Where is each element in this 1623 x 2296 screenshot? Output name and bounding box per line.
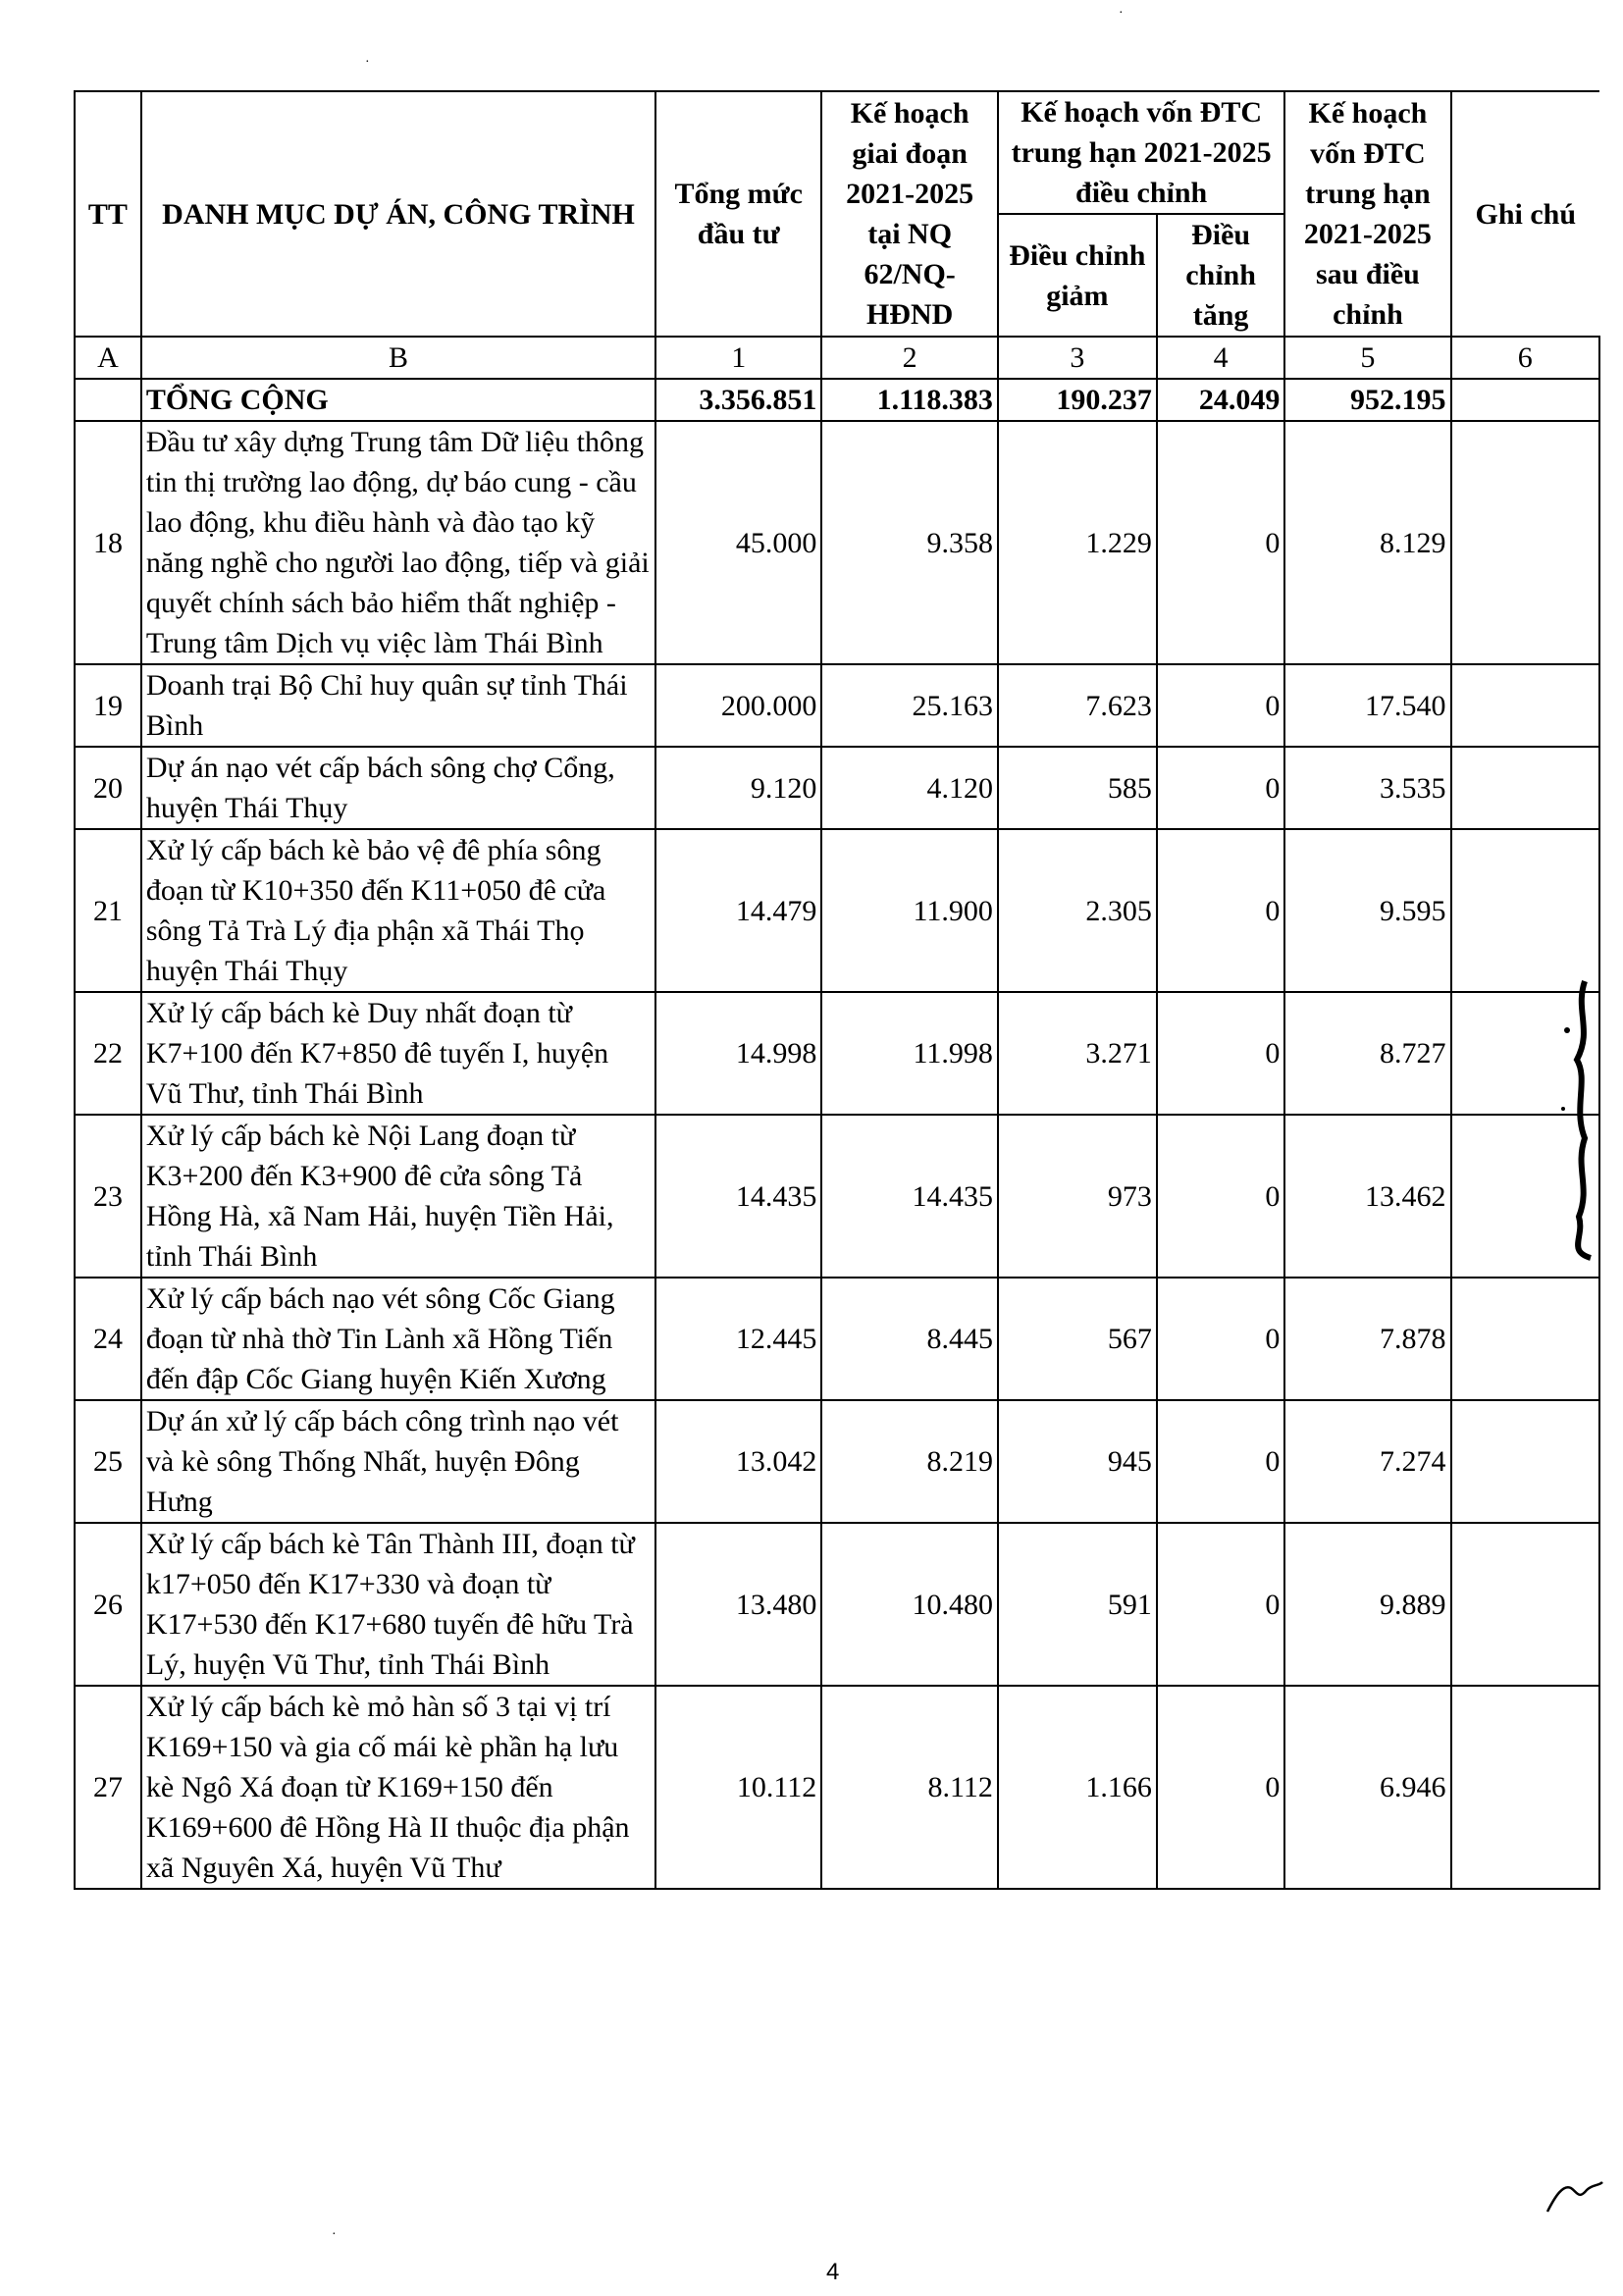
row-project-name: Xử lý cấp bách nạo vét sông Cốc Giang đoạn từ nhà thờ Tin Lành xã Hồng Tiến đến đập Cốc Giang huyện Kiến Xương xyxy=(141,1278,655,1400)
table-row xyxy=(75,829,1599,992)
table-row xyxy=(75,664,1599,747)
row-tt: 18 xyxy=(75,421,141,664)
row-plan-nq62: 8.445 xyxy=(821,1278,998,1400)
row-total-investment: 45.000 xyxy=(655,421,821,664)
row-tt: 26 xyxy=(75,1523,141,1686)
row-total-investment: 14.998 xyxy=(655,992,821,1115)
total-plan-nq62: 1.118.383 xyxy=(821,379,998,421)
row-adjust-increase: 0 xyxy=(1157,421,1285,664)
index-cell: B xyxy=(141,337,655,379)
row-note xyxy=(1451,1523,1599,1686)
row-plan-nq62: 14.435 xyxy=(821,1115,998,1278)
row-tt: 23 xyxy=(75,1115,141,1278)
row-tt: 20 xyxy=(75,747,141,829)
header-adjustment-group: Kế hoạch vốn ĐTC trung hạn 2021-2025 điều chỉnh xyxy=(998,91,1284,214)
row-adjust-decrease: 567 xyxy=(998,1278,1157,1400)
index-cell: 1 xyxy=(655,337,821,379)
table-row xyxy=(75,1523,1599,1686)
total-row xyxy=(75,379,1599,421)
row-adjust-decrease: 1.229 xyxy=(998,421,1157,664)
row-plan-after: 3.535 xyxy=(1284,747,1450,829)
total-tt xyxy=(75,379,141,421)
row-total-investment: 13.480 xyxy=(655,1523,821,1686)
index-cell: 5 xyxy=(1284,337,1450,379)
index-cell: 6 xyxy=(1451,337,1599,379)
row-plan-nq62: 11.900 xyxy=(821,829,998,992)
header-note: Ghi chú xyxy=(1451,91,1599,337)
row-tt: 27 xyxy=(75,1686,141,1889)
header-total-investment: Tổng mức đầu tư xyxy=(655,91,821,337)
table-header xyxy=(75,91,1599,421)
row-adjust-increase: 0 xyxy=(1157,747,1285,829)
total-adjust-increase: 24.049 xyxy=(1157,379,1285,421)
row-note xyxy=(1451,1278,1599,1400)
row-project-name: Xử lý cấp bách kè Tân Thành III, đoạn từ k17+050 đến K17+330 và đoạn từ K17+530 đến K17+680 tuyến đê hữu Trà Lý, huyện Vũ Thư, tỉnh Thái Bình xyxy=(141,1523,655,1686)
row-project-name: Xử lý cấp bách kè mỏ hàn số 3 tại vị trí K169+150 và gia cố mái kè phần hạ lưu kè Ngô Xá đoạn từ K169+150 đến K169+600 đê Hồng Hà II thuộc địa phận xã Nguyên Xá, huyện Vũ Thư xyxy=(141,1686,655,1889)
row-plan-nq62: 8.219 xyxy=(821,1400,998,1523)
row-total-investment: 12.445 xyxy=(655,1278,821,1400)
row-tt: 24 xyxy=(75,1278,141,1400)
scan-dot-icon: · xyxy=(332,2227,337,2242)
row-project-name: Dự án nạo vét cấp bách sông chợ Cổng, huyện Thái Thụy xyxy=(141,747,655,829)
row-adjust-decrease: 945 xyxy=(998,1400,1157,1523)
row-adjust-decrease: 591 xyxy=(998,1523,1157,1686)
table-row xyxy=(75,992,1599,1115)
row-total-investment: 10.112 xyxy=(655,1686,821,1889)
index-cell: 4 xyxy=(1157,337,1285,379)
row-plan-after: 8.727 xyxy=(1284,992,1450,1115)
total-label: TỔNG CỘNG xyxy=(141,379,655,421)
row-plan-after: 7.274 xyxy=(1284,1400,1450,1523)
row-adjust-increase: 0 xyxy=(1157,1686,1285,1889)
table-row xyxy=(75,1686,1599,1889)
header-plan-after-adjustment: Kế hoạch vốn ĐTC trung hạn 2021-2025 sau điều chỉnh xyxy=(1284,91,1450,337)
row-plan-nq62: 25.163 xyxy=(821,664,998,747)
row-adjust-decrease: 1.166 xyxy=(998,1686,1157,1889)
row-note xyxy=(1451,664,1599,747)
row-adjust-decrease: 7.623 xyxy=(998,664,1157,747)
scan-dot-icon: · xyxy=(365,55,370,70)
signature-mark-icon xyxy=(1545,2176,1604,2216)
row-project-name: Xử lý cấp bách kè bảo vệ đê phía sông đoạn từ K10+350 đến K11+050 đê cửa sông Tả Trà Lý địa phận xã Thái Thọ huyện Thái Thụy xyxy=(141,829,655,992)
row-note xyxy=(1451,421,1599,664)
header-plan-nq62: Kế hoạch giai đoạn 2021-2025 tại NQ 62/NQ-HĐND xyxy=(821,91,998,337)
row-plan-after: 17.540 xyxy=(1284,664,1450,747)
row-tt: 22 xyxy=(75,992,141,1115)
table-row xyxy=(75,1278,1599,1400)
row-adjust-increase: 0 xyxy=(1157,829,1285,992)
row-plan-nq62: 9.358 xyxy=(821,421,998,664)
row-adjust-increase: 0 xyxy=(1157,664,1285,747)
row-adjust-increase: 0 xyxy=(1157,1115,1285,1278)
row-tt: 21 xyxy=(75,829,141,992)
row-tt: 19 xyxy=(75,664,141,747)
row-total-investment: 200.000 xyxy=(655,664,821,747)
header-project-name: DANH MỤC DỰ ÁN, CÔNG TRÌNH xyxy=(141,91,655,337)
row-total-investment: 14.435 xyxy=(655,1115,821,1278)
row-adjust-increase: 0 xyxy=(1157,992,1285,1115)
row-tt: 25 xyxy=(75,1400,141,1523)
index-cell: 3 xyxy=(998,337,1157,379)
seal-fragment-icon xyxy=(1555,971,1595,1266)
index-cell: A xyxy=(75,337,141,379)
row-adjust-decrease: 973 xyxy=(998,1115,1157,1278)
table-row xyxy=(75,1115,1599,1278)
row-plan-nq62: 8.112 xyxy=(821,1686,998,1889)
row-adjust-increase: 0 xyxy=(1157,1523,1285,1686)
row-plan-nq62: 4.120 xyxy=(821,747,998,829)
row-note xyxy=(1451,829,1599,992)
table-row xyxy=(75,747,1599,829)
row-project-name: Đầu tư xây dựng Trung tâm Dữ liệu thông tin thị trường lao động, dự báo cung - cầu lao động, khu điều hành và đào tạo kỹ năng nghề cho người lao động, tiếp và giải quyết chính sách bảo hiểm thất nghiệp - Trung tâm Dịch vụ việc làm Thái Bình xyxy=(141,421,655,664)
table-row xyxy=(75,421,1599,664)
total-plan-after: 952.195 xyxy=(1284,379,1450,421)
header-adjust-decrease: Điều chỉnh giảm xyxy=(998,214,1157,337)
scan-dot-icon: · xyxy=(1119,6,1124,21)
row-project-name: Xử lý cấp bách kè Nội Lang đoạn từ K3+200 đến K3+900 đê cửa sông Tả Hồng Hà, xã Nam Hải, huyện Tiền Hải, tỉnh Thái Bình xyxy=(141,1115,655,1278)
table-body xyxy=(75,421,1599,1889)
table-row xyxy=(75,1400,1599,1523)
total-adjust-decrease: 190.237 xyxy=(998,379,1157,421)
index-cell: 2 xyxy=(821,337,998,379)
investment-plan-table xyxy=(74,90,1600,1890)
total-investment: 3.356.851 xyxy=(655,379,821,421)
header-adjust-increase: Điều chỉnh tăng xyxy=(1157,214,1285,337)
row-note xyxy=(1451,1400,1599,1523)
row-plan-nq62: 10.480 xyxy=(821,1523,998,1686)
row-plan-after: 9.595 xyxy=(1284,829,1450,992)
row-project-name: Doanh trại Bộ Chỉ huy quân sự tỉnh Thái Bình xyxy=(141,664,655,747)
row-adjust-decrease: 3.271 xyxy=(998,992,1157,1115)
row-plan-after: 7.878 xyxy=(1284,1278,1450,1400)
row-project-name: Dự án xử lý cấp bách công trình nạo vét và kè sông Thống Nhất, huyện Đông Hưng xyxy=(141,1400,655,1523)
column-index-row xyxy=(75,337,1599,379)
row-adjust-decrease: 585 xyxy=(998,747,1157,829)
row-total-investment: 14.479 xyxy=(655,829,821,992)
total-note xyxy=(1451,379,1599,421)
row-project-name: Xử lý cấp bách kè Duy nhất đoạn từ K7+100 đến K7+850 đê tuyến I, huyện Vũ Thư, tỉnh Thái Bình xyxy=(141,992,655,1115)
header-tt: TT xyxy=(75,91,141,337)
page-number: 4 xyxy=(826,2259,840,2285)
row-plan-after: 8.129 xyxy=(1284,421,1450,664)
row-adjust-increase: 0 xyxy=(1157,1400,1285,1523)
row-plan-after: 9.889 xyxy=(1284,1523,1450,1686)
row-adjust-decrease: 2.305 xyxy=(998,829,1157,992)
row-total-investment: 13.042 xyxy=(655,1400,821,1523)
row-note xyxy=(1451,747,1599,829)
row-plan-after: 13.462 xyxy=(1284,1115,1450,1278)
row-plan-nq62: 11.998 xyxy=(821,992,998,1115)
row-note xyxy=(1451,1686,1599,1889)
row-adjust-increase: 0 xyxy=(1157,1278,1285,1400)
row-total-investment: 9.120 xyxy=(655,747,821,829)
row-plan-after: 6.946 xyxy=(1284,1686,1450,1889)
